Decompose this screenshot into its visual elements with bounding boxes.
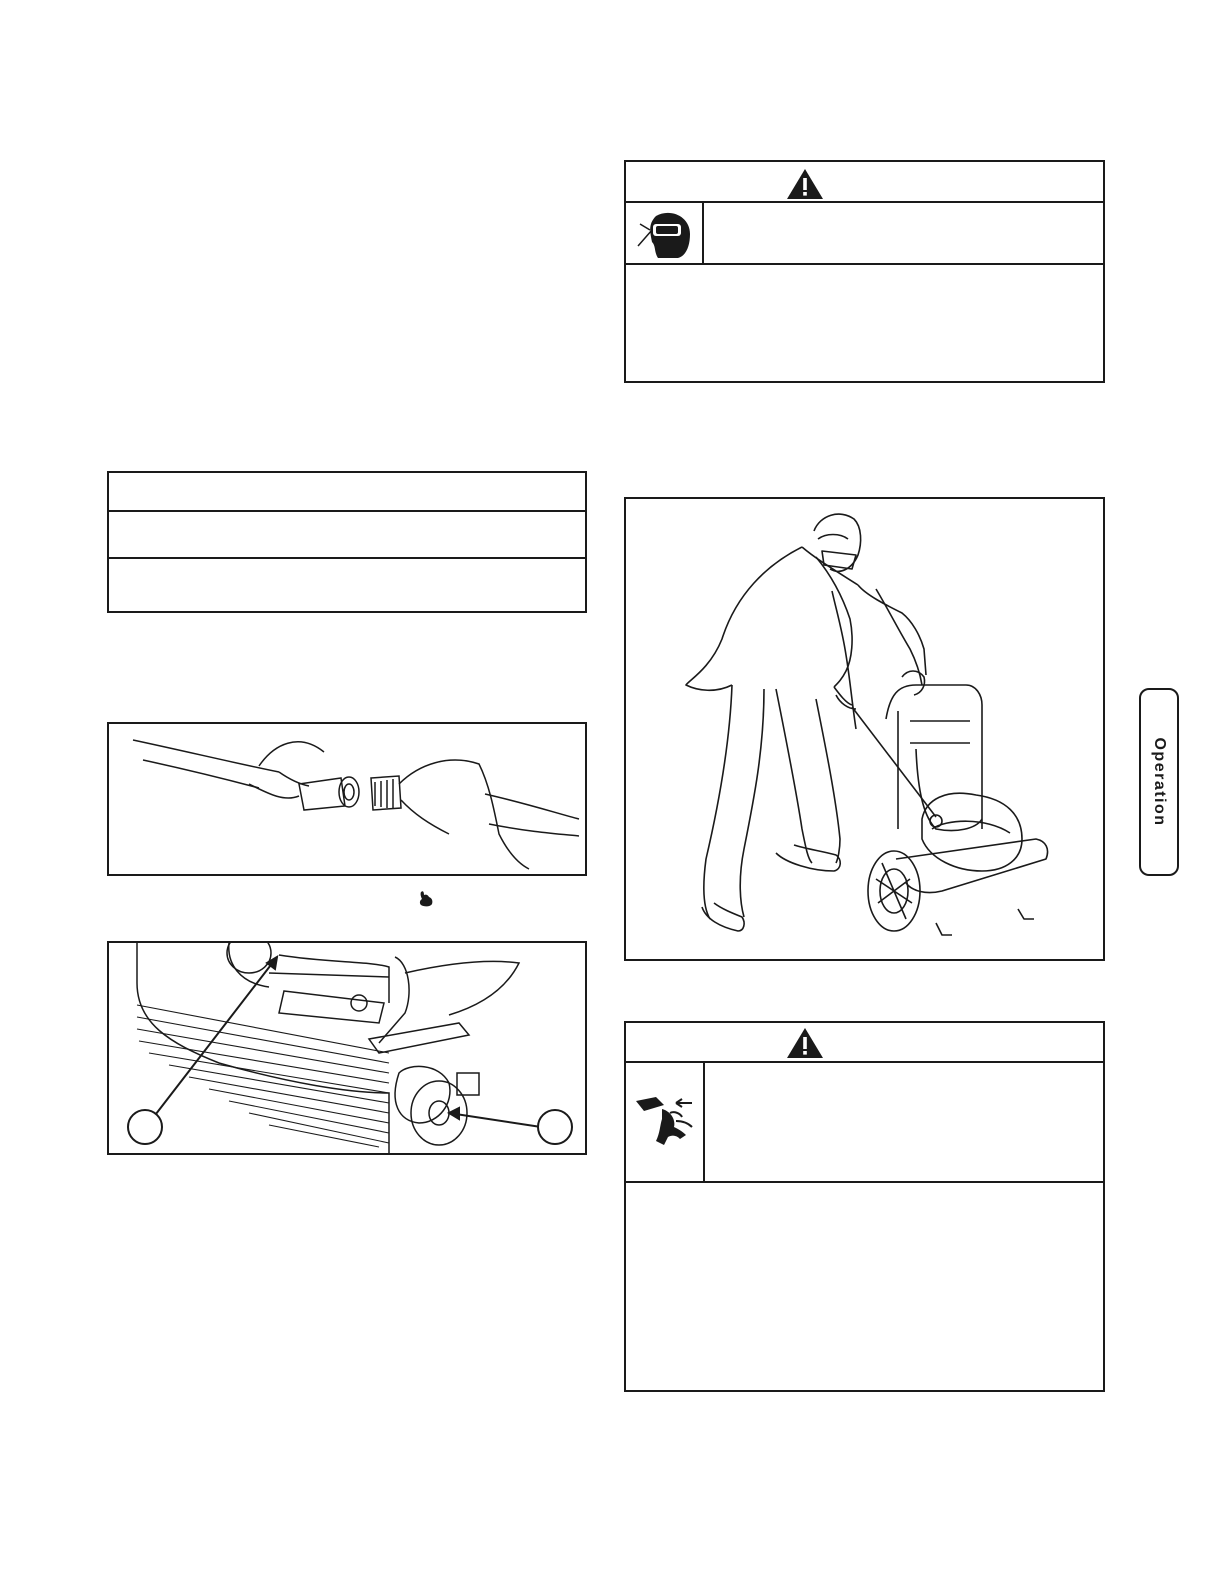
hand-injection-icon [634, 1091, 700, 1147]
hose-coupler-illustration [109, 724, 585, 874]
operator-pressure-washer-illustration [626, 499, 1103, 959]
table-divider [109, 510, 585, 512]
callout-a [127, 1109, 163, 1145]
info-table [107, 471, 587, 613]
throttle-control-illustration [109, 943, 585, 1153]
table-divider [109, 557, 585, 559]
warning-divider [626, 1061, 1103, 1063]
operator-starting-washer-figure [624, 497, 1105, 961]
warning-divider [702, 203, 704, 265]
rabbit-fast-icon [418, 890, 434, 908]
warning-triangle-icon [786, 1027, 824, 1059]
section-tab-label: Operation [1151, 737, 1168, 827]
warning-divider [703, 1063, 705, 1183]
warning-divider [626, 1181, 1103, 1183]
safety-goggles-icon [636, 210, 696, 260]
callout-b [537, 1109, 573, 1145]
warning-box-injection [624, 1021, 1105, 1392]
engine-controls-figure [107, 941, 587, 1155]
warning-divider [626, 263, 1103, 265]
warning-box-eye [624, 160, 1105, 383]
hose-connection-figure [107, 722, 587, 876]
warning-triangle-icon [786, 168, 824, 200]
section-tab-operation[interactable] [1139, 688, 1179, 876]
warning-divider [626, 201, 1103, 203]
